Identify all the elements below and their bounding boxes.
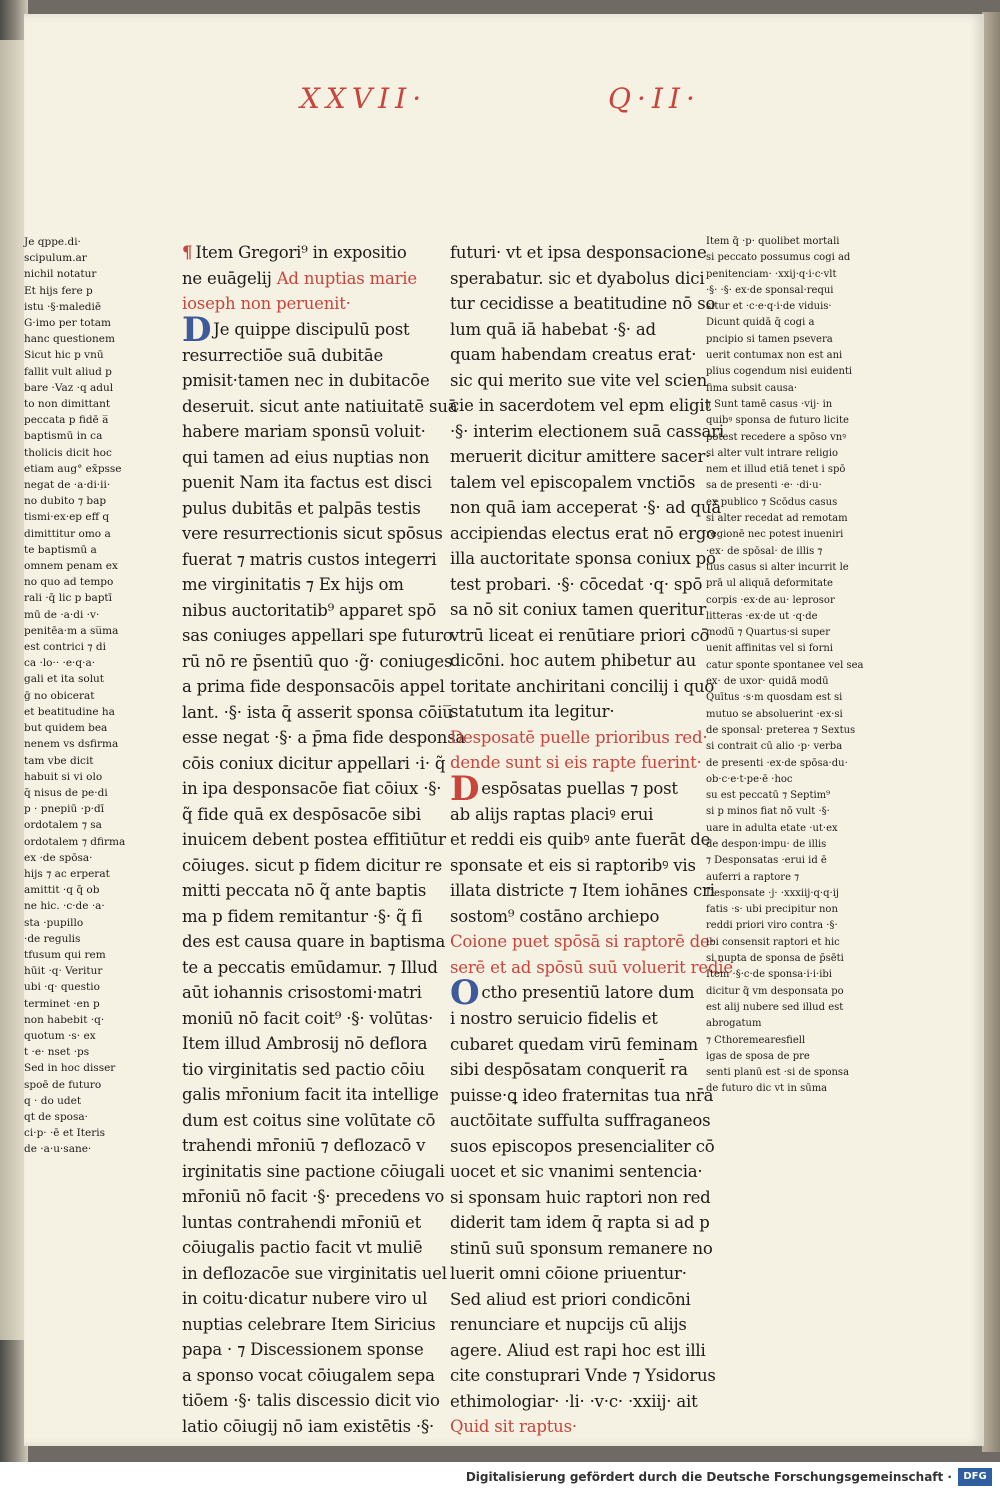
text-line: in coitu·dicatur nubere viro ul xyxy=(182,1289,428,1308)
gloss-line: hijs ⁊ ac erperat xyxy=(24,867,110,880)
gloss-line: uenit affinitas vel si forni xyxy=(706,643,833,655)
gloss-line: litteras ·ex·de ut ·q·de xyxy=(706,610,818,622)
gloss-line: et beatitudine ha xyxy=(24,705,115,718)
text-line: suos episcopos presencialiter cō xyxy=(450,1136,715,1156)
text-line: agere. Aliud est rapi hoc est illi xyxy=(450,1340,706,1360)
text-line: mitti peccata nō q̃ ante baptis xyxy=(182,881,427,900)
gloss-line: senti planū est ·si de sponsa xyxy=(706,1067,850,1079)
gloss-line: dicitur q̃ vm desponsata po xyxy=(706,985,844,997)
gloss-line: Item q̃ ·p· quolibet mortali xyxy=(706,236,840,247)
gloss-line: amittit ·q q̄ ob xyxy=(24,884,100,897)
gloss-line: tfusum qui rem xyxy=(24,948,106,961)
text-line: auctōitate suffulta suffraganeos xyxy=(450,1111,711,1130)
gloss-line: gali et ita solut xyxy=(24,673,105,686)
text-line: galis mr̄onium facit ita intellige xyxy=(182,1085,439,1104)
text-line: esse negat ·§· a p̄ma fide desponsa xyxy=(182,728,466,747)
gloss-line: ex publico ⁊ Scōdus casus xyxy=(706,496,838,508)
text-line: non quā iam acceperat ·§· ad quā xyxy=(450,498,721,517)
gloss-line: dimittitur omo a xyxy=(24,527,111,540)
text-line: qui tamen ad eius nuptias non xyxy=(182,447,430,467)
text-line: me virginitatis ⁊ Ex hijs om xyxy=(182,575,404,594)
text-line: ctho presentiū latore dum xyxy=(481,983,695,1002)
gloss-line: ordotalem ⁊ dfirma xyxy=(24,835,126,848)
gloss-line: ubi ·q· questio xyxy=(24,981,100,994)
text-line: Je quippe discipulū post xyxy=(213,319,410,339)
gloss-line: ·de regulis xyxy=(24,932,81,945)
col-a-opening-line-2: ne euāgelij Ad nuptias marie xyxy=(182,268,417,288)
rubric-2b: serē et ad spōsū suū voluerit redie xyxy=(450,957,733,977)
rubric-2: Coione puet spōsā si raptorē de· xyxy=(450,932,715,951)
gloss-line: to non dimittant xyxy=(24,398,111,411)
gloss-line: si alter recedat ad remotam xyxy=(706,513,848,525)
text-line: sostom⁹ costāno archiepo xyxy=(450,906,660,926)
text-line: uocet et sic vnanimi sentencia· xyxy=(450,1162,703,1181)
gloss-line: rali ·q̄ lic p baptī xyxy=(24,592,113,605)
gloss-line: de sponsal· preterea ⁊ Sextus xyxy=(706,724,856,736)
gloss-line: Et hijs fere p xyxy=(24,284,93,297)
text-line: a sponso vocat cōiugalem sepa xyxy=(182,1365,435,1385)
gloss-line: tismi·ex·ep eff q xyxy=(24,511,110,524)
text-line: trahendi mr̄oniū ⁊ deflozacō v xyxy=(182,1136,426,1155)
gloss-line: pncipio si tamen psevera xyxy=(706,333,833,345)
gloss-line: ⁊ Desponsatas ·erui id ē xyxy=(706,855,827,867)
text-line: deseruit. sicut ante natiuitatē suā xyxy=(182,396,458,416)
text-line: q̃ fide quā ex despōsacōe sibi xyxy=(182,804,421,824)
text-line: tio virginitatis sed pactio cōiu xyxy=(182,1059,425,1079)
gloss-line: sa de presenti ·e· ·di·u· xyxy=(706,480,822,492)
gloss-line: hūit ·q· Veritur xyxy=(24,965,103,978)
gloss-line: si peccato possumus cogi ad xyxy=(706,252,851,264)
gloss-line: ci·p· ·ē et Iteris xyxy=(24,1127,105,1140)
gloss-line: ordotalem ⁊ sa xyxy=(24,819,102,832)
gloss-line: su est peccatū ⁊ Septim⁹ xyxy=(706,790,831,802)
text-line: habere mariam sponsū voluit· xyxy=(182,422,426,441)
gloss-line: igas de sposa de pre xyxy=(706,1050,810,1062)
text-line: tur cecidisse a beatitudine nō so xyxy=(450,294,716,313)
text-line: statutum ita legitur· xyxy=(450,702,615,721)
text-line: latio cōiugij nō iam existētis ·§· xyxy=(182,1416,435,1436)
text-line: meruerit dicitur amittere sacer· xyxy=(450,447,711,466)
text-line: irginitatis sine pactione cōiugali xyxy=(182,1161,445,1181)
text-line: diderit tam idem q̄ rapta si ad p xyxy=(450,1213,710,1232)
text-line: vere resurrectionis sicut spōsus xyxy=(182,524,443,543)
text-line: rū nō re p̄sentiū quo ·g̃· coniuges xyxy=(182,651,453,671)
page-edge xyxy=(982,12,1000,1452)
gloss-line: Dicunt quidā q̄ cogi a xyxy=(706,317,815,329)
gloss-line: penitenciam· ·xxij·q·i·c·vlt xyxy=(706,268,837,280)
text-line: cie in sacerdotem vel epm eligit xyxy=(450,396,711,415)
left-gloss-column xyxy=(24,234,136,1158)
header-left: XXVII· xyxy=(300,82,428,115)
gloss-line: G·imo per totam xyxy=(24,317,111,330)
text-line: luerit omni cōione priuentur· xyxy=(450,1264,687,1283)
text-line: si sponsam huic raptori non red xyxy=(450,1187,711,1207)
text-line: vtrū liceat ei renūtiare priori cō xyxy=(450,625,710,645)
gloss-line: uare in adulta etate ·ut·ex xyxy=(706,822,838,834)
text-line: cōiuges. sicut p fidem dicitur re xyxy=(182,855,443,875)
col-a-body xyxy=(182,309,466,1440)
text-line: des est causa quare in baptisma xyxy=(182,932,446,951)
text-line: dicōni. hoc autem phibetur au xyxy=(450,651,697,670)
text-line xyxy=(450,768,678,809)
gloss-line: Je qppe.di· xyxy=(24,236,81,248)
text-line: dum est coitus sine volūtate cō xyxy=(182,1110,436,1130)
text-line: pulus dubitās et palpās testis xyxy=(182,498,421,518)
gloss-line: nem et illud etiā tenet i spō xyxy=(706,464,846,476)
gloss-line: si nupta de sponsa de p̄sēti xyxy=(706,953,844,965)
header-right: Q·II· xyxy=(608,82,701,115)
gloss-line: nenem vs dsfirma xyxy=(24,738,119,751)
text-line: tiōem ·§· talis discessio dicit vio xyxy=(182,1391,440,1410)
gloss-line: ob·c·e·t·pe·ē ·hoc xyxy=(706,773,793,785)
funding-note: Digitalisierung gefördert durch die Deutsche Forschungsgemeinschaft · xyxy=(465,1470,952,1484)
gloss-line: q · do udet xyxy=(24,1094,82,1107)
text-line: ab alijs raptas placiꝰ erui xyxy=(450,804,654,824)
gloss-line: penitēa·m a su̅ma xyxy=(24,624,119,637)
gloss-line: hanc questionem xyxy=(24,333,115,346)
gloss-line: ne hic. ·c·de ·a· xyxy=(24,900,105,913)
gloss-line: etiam aug° ex̄psse xyxy=(24,462,122,475)
gloss-line: auferri a raptore ⁊ xyxy=(706,871,800,883)
text-line: et reddi eis quibꝰ ante fuerāt de xyxy=(450,830,711,849)
gloss-line: ca ·lo·· ·e·q·a· xyxy=(24,657,96,670)
text-line: mr̄oniū nō facit ·§· precedens vo xyxy=(182,1187,445,1206)
text-line: luntas contrahendi mr̄oniū et xyxy=(182,1212,422,1232)
text-line: cōis coniux dicitur appellari ·i· q̃ xyxy=(182,753,446,773)
gloss-line: si alter vult intrare religio xyxy=(706,447,839,459)
text-line: moniū nō facit coit⁹ ·§· volūtas· xyxy=(182,1008,434,1028)
decorated-initial: D xyxy=(450,768,480,809)
gloss-line: no dubito ⁊ bap xyxy=(24,495,107,508)
gloss-line: negat de ·a·di·ii· xyxy=(24,479,111,492)
gloss-line: qt de sposa· xyxy=(24,1110,88,1123)
gloss-line: tam vbe dicit xyxy=(24,754,94,767)
gloss-line: bare ·Vaz ·q adul xyxy=(24,381,114,394)
text-line: inuicem debent postea effitiūtur xyxy=(182,830,446,849)
gloss-line: spoē de futuro xyxy=(24,1078,102,1091)
text-line: cubaret quedam virū feminam xyxy=(450,1034,698,1054)
gloss-line: sta ·pupillo xyxy=(24,916,84,929)
gloss-line: te baptismū a xyxy=(24,543,97,556)
gloss-line: situr et ·c·e·q·i·de viduis· xyxy=(706,301,832,313)
text-line: illa auctoritate sponsa coniux po xyxy=(450,549,716,568)
gloss-line: non habebit ·q· xyxy=(24,1013,105,1026)
gloss-line: ibi consensit raptori et hic xyxy=(706,936,840,948)
text-line xyxy=(450,973,695,1013)
gloss-line: tholicis dicit hoc xyxy=(24,446,112,459)
dfg-logo: DFG xyxy=(958,1468,992,1486)
text-line: renunciare et nupcijs cū alijs xyxy=(450,1315,687,1334)
gloss-line: nichil notatur xyxy=(24,268,97,281)
text-line: papa · ⁊ Discessionem sponse xyxy=(182,1340,424,1359)
text-line: Sed aliud est priori condicōni xyxy=(450,1289,691,1309)
gloss-line: omnem penam ex xyxy=(24,560,118,573)
gloss-line: ⁊ Sunt tamē casus ·vij· in xyxy=(706,398,833,410)
gloss-line: ḡ no obicerat xyxy=(24,689,95,702)
gloss-line: terminet ·en p xyxy=(24,997,100,1010)
rubric-1b: dende sunt si eis rapte fuerint· xyxy=(450,753,702,772)
text-line: sperabatur. sic et dyabolus dici xyxy=(450,268,705,288)
gloss-line: fima subsit causa· xyxy=(706,382,798,394)
text-line: sibi despōsatam conquerit̄ ra xyxy=(450,1060,688,1079)
text-line: sas coniuges appellari spe futuro xyxy=(182,626,453,645)
text-line: ma p fidem remitantur ·§· q̃ fi xyxy=(182,906,423,926)
text-line: fuerat ⁊ matris custos integerri xyxy=(182,549,437,569)
text-line: quam habendam creatus erat· xyxy=(450,345,697,364)
gloss-line: reddi priori viro contra ·§· xyxy=(706,920,838,932)
text-line: puisse·ꝗ ideo fraternitas tua nr̄a xyxy=(450,1085,714,1105)
text-line: ·§· interim electionem suā cassari xyxy=(450,421,724,441)
text-line: sic qui merito sue vite vel scien xyxy=(450,370,708,390)
gloss-line: de futuro dic vt in sūma xyxy=(706,1083,828,1095)
gloss-line: p · pnepiū ·p·dī xyxy=(24,803,105,816)
right-gloss-column xyxy=(706,234,864,1098)
text-line xyxy=(182,309,410,350)
text-line: futuri· vt et ipsa desponsacione xyxy=(450,243,707,262)
gloss-line: est alij nubere sed illud est xyxy=(706,1001,844,1013)
rubric-1: Desposatē puelle prioribus red· xyxy=(450,727,708,747)
gloss-line: tius casus si alter incurrit le xyxy=(706,561,849,573)
text-line: accipiendas electus erat nō ergo xyxy=(450,523,716,543)
rubric-heading-2: ioseph non peruenit· xyxy=(182,294,351,313)
gloss-line: catur sponte spontanee vel sea xyxy=(706,659,864,671)
col-b-body-top xyxy=(450,240,724,725)
gloss-line: si p minos fiat nō vult ·§· xyxy=(706,806,830,818)
gloss-line: uerit contumax non est ani xyxy=(706,350,843,362)
rubric-3: Quid sit raptus· xyxy=(450,1417,577,1436)
gloss-line: quibꝰ sponsa de futuro licite xyxy=(706,415,849,427)
text-line: aūt iohannis crisostomi·matri xyxy=(182,983,422,1002)
text-line: in deflozacōe sue virginitatis uel xyxy=(182,1263,447,1283)
gloss-line: si contrait cū alio ·p· verba xyxy=(706,741,843,753)
gloss-line: ·§· ·§· ex·de sponsal·requi xyxy=(706,284,834,296)
gloss-line: ⁊ Cthoremearesfiell xyxy=(706,1034,806,1046)
gloss-line: de ·a·u·sane· xyxy=(24,1143,92,1156)
text-line: toritate anchiritani concilij i quo xyxy=(450,676,715,696)
text-line: cōiugalis pactio facit vt muliē xyxy=(182,1238,423,1257)
rubric-heading: Ad nuptias marie xyxy=(276,268,417,288)
gloss-line: fallit vult aliud p xyxy=(24,365,112,378)
decorated-initial: O xyxy=(450,973,480,1013)
gloss-line: ·ex· de spōsal· de illis ⁊ xyxy=(706,545,823,557)
gloss-line: peccata p fidē a̅ xyxy=(24,414,109,427)
text-line: i nostro seruicio fidelis et xyxy=(450,1009,658,1028)
gloss-line: istu ·§·malediē xyxy=(24,300,102,313)
footer-bar xyxy=(0,1462,1000,1496)
text-line: nibus auctoritatib⁹ apparet spō xyxy=(182,600,437,620)
gloss-line: corpis ·ex·de au· leprosor xyxy=(706,594,835,606)
main-column-a xyxy=(182,240,466,1439)
gloss-line: Desponsate ·j· ·xxxiij·q·q·ij xyxy=(706,887,840,899)
gloss-line: regionē nec potest inueniri xyxy=(706,529,844,541)
text-line: illata districte ⁊ Item iohānes cri xyxy=(450,881,715,900)
col-a-opening-line: ¶ Item Gregori⁹ in expositio xyxy=(182,243,407,262)
gloss-line: Sed in hoc disser xyxy=(24,1062,116,1075)
gloss-line: no quo ad tempo xyxy=(24,576,114,589)
text-line: puenit Nam ita factus est disci xyxy=(182,473,432,492)
text-line: a prima fide desponsacōis appel xyxy=(182,677,445,696)
gloss-line: fatis ·s· ubi precipitur non xyxy=(706,904,838,916)
gloss-line: ex ·de spōsa· xyxy=(24,851,93,864)
text-line: nuptias celebrare Item Siricius xyxy=(182,1314,436,1334)
text-line: Item illud Ambrosij nō deflora xyxy=(182,1034,428,1053)
gloss-line: Sicut hic p vnū xyxy=(24,349,104,362)
text-line: espōsatas puellas ⁊ post xyxy=(481,778,678,798)
gloss-line: potest recedere a spōso vnꝰ xyxy=(706,431,847,443)
col-b-body-bottom xyxy=(450,973,716,1414)
gloss-line: plius cogendum nisi euidenti xyxy=(706,366,853,378)
gloss-line: Quītus ·s·m quosdam est si xyxy=(706,692,843,704)
gloss-line: est contrici ⁊ di xyxy=(24,641,106,654)
text-line: resurrectiōe suā dubitāe xyxy=(182,345,384,365)
gloss-line: q̄ nisus de pe·di xyxy=(24,786,108,799)
main-column-b xyxy=(450,240,733,1440)
text-line: cite constuprari Vnde ⁊ Ysidorus xyxy=(450,1366,716,1385)
gloss-line: scipulum.ar xyxy=(24,252,87,265)
gloss-line: de presenti ·ex·de spōsa·du· xyxy=(706,757,848,769)
text-line: lant. ·§· ista q̄ asserit sponsa cōiu̅ xyxy=(182,702,453,722)
gloss-line: abrogatum xyxy=(706,1018,762,1030)
text-line: ethimologiar· ·li· ·v·c· ·xxiij· ait xyxy=(450,1391,698,1411)
gloss-line: quotum ·s· ex xyxy=(24,1029,96,1042)
decorated-initial: D xyxy=(182,309,212,350)
gloss-line: ex· de uxor· quidā modū xyxy=(706,676,829,688)
gloss-line: habuit si vi olo xyxy=(24,770,103,783)
gloss-line: mutuo se absoluerint ·ex·si xyxy=(706,708,843,720)
col-b-body-mid xyxy=(450,768,715,930)
text-line: sa nō sit coniux tamen queritur xyxy=(450,600,707,619)
text-line: lum quā iā habebat ·§· ad xyxy=(450,319,656,339)
gloss-line: mū de ·a·di ·v· xyxy=(24,608,100,621)
text-line: te a peccatis emūdamur. ⁊ Illud xyxy=(182,957,438,977)
text-line: in ipa desponsacōe fiat cōiux ·§· xyxy=(182,779,442,798)
gloss-line: t ·e· nset ·ps xyxy=(24,1046,90,1059)
gloss-line: Item ·§·c·de sponsa·i·i·ibi xyxy=(706,969,833,981)
text-line: sponsate et eis si raptoribꝰ vis xyxy=(450,855,696,875)
text-line: stinū suū sponsum remanere no xyxy=(450,1238,713,1258)
text-line: test probari. ·§· cōcedat ·q· spō xyxy=(450,574,703,594)
gloss-line: prā ul aliquā deformitate xyxy=(706,578,833,590)
text-line: pmisit·tamen nec in dubitacōe xyxy=(182,371,430,390)
text-line: talem vel episcopalem vnctiōs xyxy=(450,472,696,492)
gloss-line: modū ⁊ Quartus·si super xyxy=(706,627,831,639)
gloss-line: de despon·impu· de illis xyxy=(706,838,827,850)
gloss-line: but quidem bea xyxy=(24,722,108,735)
gloss-line: baptismū in ca xyxy=(24,430,103,443)
